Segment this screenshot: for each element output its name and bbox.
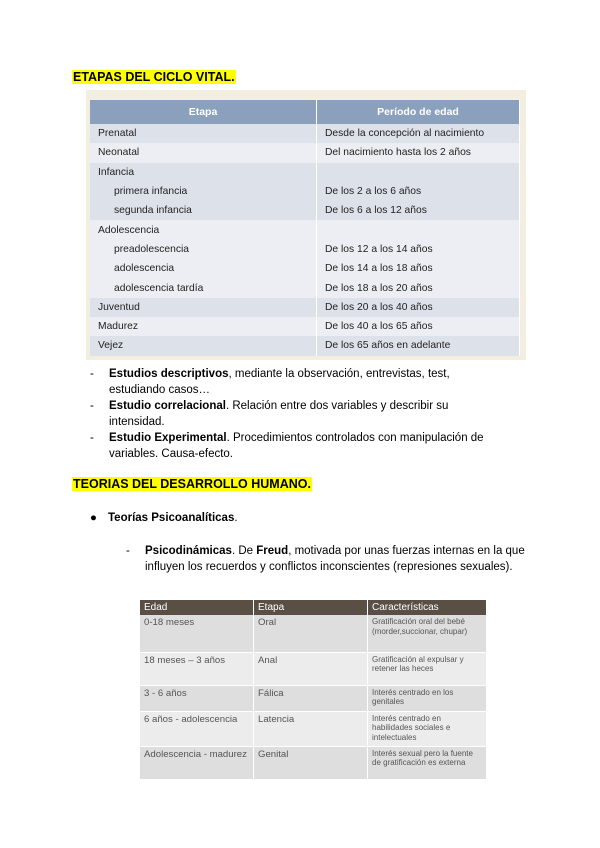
etapa-cell: Prenatal [90,124,317,143]
heading-etapas: ETAPAS DEL CICLO VITAL. [73,70,235,84]
ciclo-vital-table-image [86,90,526,360]
bullet-text: . [234,512,238,524]
table-row [90,336,520,355]
bullet-bold: Teorías Psicoanalíticas [108,512,235,524]
etapa-cell: Madurez [90,317,317,336]
periodo-cell: Desde la concepción al nacimiento [317,124,520,143]
periodo-cell: Del nacimiento hasta los 2 años [317,143,520,162]
periodo-cell [317,220,520,239]
etapa-cell: Oral [254,615,368,652]
etapa-cell: Juventud [90,298,317,317]
table-row [140,711,487,746]
periodo-cell: De los 20 a los 40 años [317,298,520,317]
table-row [90,201,520,220]
edad-cell: 3 - 6 años [140,685,254,711]
periodo-cell: De los 14 a los 18 años [317,259,520,278]
edad-cell: 18 meses – 3 años [140,652,254,685]
caracteristicas-cell: Interés centrado en habilidades sociales e intelectuales [368,711,487,746]
heading-teorias: TEORIAS DEL DESARROLLO HUMANO. [73,477,311,491]
etapa-cell: Anal [254,652,368,685]
bullet-text: . Procedimientos controlados con manipulación de variables. Causa-efecto. [109,432,484,460]
bullet-bold: Psicodinámicas [145,545,232,557]
caracteristicas-cell: Interés centrado en los genitales [368,685,487,711]
table-header-periodo: Período de edad [317,100,520,124]
table-row [140,615,487,652]
edad-cell: Adolescencia - madurez [140,746,254,779]
etapa-cell: Infancia [90,163,317,182]
bullet-bold: Estudios descriptivos [109,368,229,380]
etapa-cell: Genital [254,746,368,779]
freud-stages-table [140,600,487,780]
caracteristicas-cell: Gratificación al expulsar y retener las heces [368,652,487,685]
table-row [90,143,520,162]
caracteristicas-cell: Interés sexual pero la fuente de gratificación es externa [368,746,487,779]
table-row [140,685,487,711]
table-row [90,278,520,297]
table-header-etapa: Etapa [90,100,317,124]
periodo-cell: De los 12 a los 14 años [317,240,520,259]
bullet-text-mid: . De [231,545,257,557]
etapa-cell: adolescencia [90,259,317,278]
etapa-cell: Latencia [254,711,368,746]
freud-bold: Freud [256,545,289,557]
table-row [90,124,520,143]
etapa-cell: Vejez [90,336,317,355]
etapa-cell: Adolescencia [90,220,317,239]
table-row [140,746,487,779]
periodo-cell: De los 40 a los 65 años [317,317,520,336]
edad-cell: 0-18 meses [140,615,254,652]
bullet-text: . Relación entre dos variables y describir su intensidad. [109,400,449,428]
etapa-cell: segunda infancia [90,201,317,220]
edad-cell: 6 años - adolescencia [140,711,254,746]
table-header-etapa: Etapa [254,600,368,615]
table-row [90,298,520,317]
periodo-cell: De los 65 años en adelante [317,336,520,355]
dash-marker: - [126,545,130,557]
table-row [90,163,520,182]
table-header-edad: Edad [140,600,254,615]
etapa-cell: Fálica [254,685,368,711]
dash-marker: - [90,400,94,412]
dash-marker: - [90,432,94,444]
etapa-cell: adolescencia tardía [90,278,317,297]
table-row [90,220,520,239]
table-header-caracteristicas: Características [368,600,487,615]
table-row [90,259,520,278]
table-row [140,652,487,685]
bullet-bold: Estudio correlacional [109,400,226,412]
bullet-bold: Estudio Experimental [109,432,227,444]
bullet-dot-icon: ● [90,512,97,524]
bullet-text: , motivada por unas fuerzas internas en la que influyen los recuerdos y conflictos inconscientes (represiones sexuales). [145,545,525,573]
ciclo-vital-table [90,100,520,356]
table-row [90,240,520,259]
dash-marker: - [90,368,94,380]
periodo-cell [317,163,520,182]
bullet-text: , mediante la observación, entrevistas, test, estudiando casos… [109,368,450,396]
etapa-cell: Neonatal [90,143,317,162]
periodo-cell: De los 6 a los 12 años [317,201,520,220]
table-row [90,182,520,201]
etapa-cell: preadolescencia [90,240,317,259]
etapa-cell: primera infancia [90,182,317,201]
periodo-cell: De los 2 a los 6 años [317,182,520,201]
caracteristicas-cell: Gratificación oral del bebé (morder,succionar, chupar) [368,615,487,652]
table-row [90,317,520,336]
periodo-cell: De los 18 a los 20 años [317,278,520,297]
